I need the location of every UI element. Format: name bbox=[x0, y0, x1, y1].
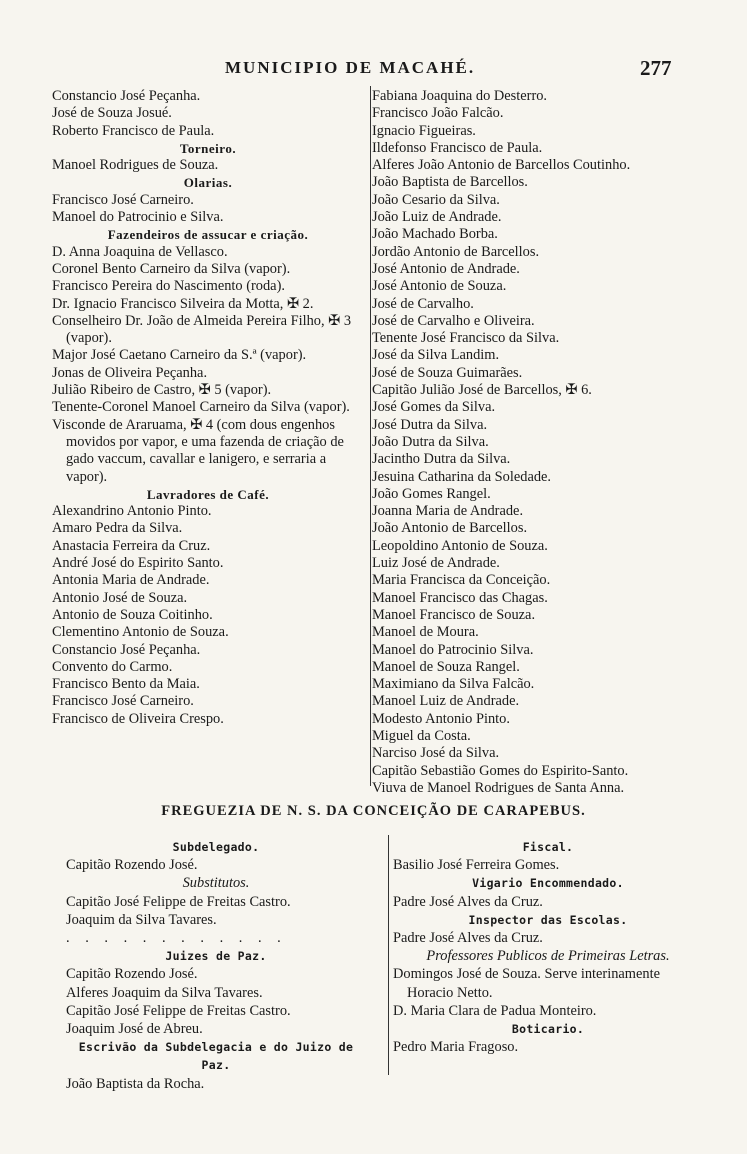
list-entry: D. Anna Joaquina de Vellasco. bbox=[52, 243, 228, 260]
list-entry: Manoel Francisco das Chagas. bbox=[372, 589, 548, 606]
list-entry: Manoel Francisco de Souza. bbox=[372, 606, 536, 623]
list-entry: José de Carvalho e Oliveira. bbox=[372, 312, 535, 329]
list-entry: Francisco José Carneiro. bbox=[52, 693, 194, 710]
list-entry: Miguel da Costa. bbox=[372, 727, 471, 744]
page-number: 277 bbox=[640, 56, 672, 80]
list-entry: José Antonio de Andrade. bbox=[372, 260, 520, 277]
list-entry: Maximiano da Silva Falcão. bbox=[372, 676, 535, 693]
list-entry: Francisco Bento da Maia. bbox=[52, 676, 200, 693]
list-entry: Manoel do Patrocinio Silva. bbox=[372, 641, 534, 658]
list-entry: João Baptista de Barcellos. bbox=[372, 174, 528, 191]
section-right-column bbox=[393, 838, 703, 1056]
list-entry: Domingos José de Souza. Serve interinamente Horacio Netto. bbox=[393, 966, 660, 1001]
list-entry: Manoel de Moura. bbox=[372, 624, 479, 641]
list-entry: Jesuina Catharina da Soledade. bbox=[372, 468, 552, 485]
list-entry: José de Souza Guimarães. bbox=[372, 364, 523, 381]
page-header bbox=[0, 56, 747, 82]
list-entry: José de Souza Josué. bbox=[52, 105, 172, 122]
list-entry: João Gomes Rangel. bbox=[372, 485, 491, 502]
list-entry: Maria Francisca da Conceição. bbox=[372, 572, 551, 589]
subsection-heading: Juizes de Paz. bbox=[165, 949, 267, 964]
list-entry: D. Maria Clara de Padua Monteiro. bbox=[393, 1002, 597, 1019]
list-entry: Tenente-Coronel Manoel Carneiro da Silva (vapor). bbox=[52, 399, 350, 416]
subsection-heading: Boticario. bbox=[511, 1022, 585, 1037]
list-entry: Capitão Sebastião Gomes do Espirito-Santo. bbox=[372, 762, 629, 779]
list-entry: Amaro Pedra da Silva. bbox=[52, 520, 183, 537]
subsection-heading: Escrivão da Subdelegacia e do Juizo de Paz. bbox=[78, 1040, 354, 1073]
list-entry: Ildefonso Francisco de Paula. bbox=[372, 139, 543, 156]
list-entry: Jacintho Dutra da Silva. bbox=[372, 451, 511, 468]
list-entry: Capitão Rozendo José. bbox=[66, 857, 198, 874]
list-entry: Joaquim José de Abreu. bbox=[66, 1021, 203, 1038]
list-entry: Jordão Antonio de Barcellos. bbox=[372, 243, 540, 260]
list-entry: João Cesario da Silva. bbox=[372, 191, 500, 208]
list-entry: Pedro Maria Fragoso. bbox=[393, 1039, 519, 1056]
subsection-heading: Professores Publicos de Primeiras Letras. bbox=[426, 948, 670, 965]
list-entry: Antonia Maria de Andrade. bbox=[52, 572, 210, 589]
list-entry: José de Carvalho. bbox=[372, 295, 474, 312]
list-entry: Antonio de Souza Coitinho. bbox=[52, 606, 213, 623]
list-entry: Clementino Antonio de Souza. bbox=[52, 624, 229, 641]
section-heading: Lavradores de Café. bbox=[146, 486, 270, 502]
list-entry: Fabiana Joaquina do Desterro. bbox=[372, 88, 548, 104]
list-entry: André José do Espirito Santo. bbox=[52, 555, 224, 572]
list-entry: Modesto Antonio Pinto. bbox=[372, 710, 510, 727]
list-entry: Dr. Ignacio Francisco Silveira da Motta, ✠ 2. bbox=[52, 295, 314, 312]
subsection-heading: Fiscal. bbox=[522, 840, 574, 854]
section-heading: Olarias. bbox=[183, 175, 233, 191]
left-column bbox=[52, 88, 364, 728]
list-entry: Viuva de Manoel Rodrigues de Santa Anna. bbox=[372, 779, 625, 796]
list-entry: Narciso José da Silva. bbox=[372, 745, 500, 762]
section-title: FREGUEZIA DE N. S. DA CONCEIÇÃO DE CARAPEBUS. bbox=[161, 803, 586, 819]
section-column-divider bbox=[388, 835, 389, 1075]
list-entry: Convento do Carmo. bbox=[52, 658, 173, 675]
list-entry: Alferes João Antonio de Barcellos Coutinho. bbox=[372, 157, 631, 174]
subsection-heading: Subdelegado. bbox=[172, 840, 260, 854]
list-entry: Joaquim da Silva Tavares. bbox=[66, 911, 217, 928]
list-entry: Basilio José Ferreira Gomes. bbox=[393, 857, 560, 874]
list-entry: Antonio José de Souza. bbox=[52, 589, 188, 606]
list-entry: Capitão Rozendo José. bbox=[66, 966, 198, 983]
list-entry: João Antonio de Barcellos. bbox=[372, 520, 528, 537]
list-entry: Francisco Pereira do Nascimento (roda). bbox=[52, 278, 285, 295]
list-entry: Francisco José Carneiro. bbox=[52, 191, 194, 208]
dotted-leader: . . . . . . . . . . . . bbox=[66, 930, 287, 947]
section-left-column bbox=[66, 838, 366, 1093]
list-entry: Capitão José Felippe de Freitas Castro. bbox=[66, 1002, 291, 1019]
subsection-heading: Substitutos. bbox=[182, 875, 250, 892]
column-divider bbox=[370, 86, 371, 786]
list-entry: Ignacio Figueiras. bbox=[372, 122, 476, 139]
list-entry: Francisco de Oliveira Crespo. bbox=[52, 710, 224, 727]
list-entry: Coronel Bento Carneiro da Silva (vapor). bbox=[52, 260, 291, 277]
list-entry: Alferes Joaquim da Silva Tavares. bbox=[66, 984, 263, 1001]
right-column bbox=[372, 88, 702, 797]
list-entry: Capitão José Felippe de Freitas Castro. bbox=[66, 893, 291, 910]
list-entry: Manoel do Patrocinio e Silva. bbox=[52, 209, 224, 226]
list-entry: José Antonio de Souza. bbox=[372, 278, 507, 295]
list-entry: Capitão Julião José de Barcellos, ✠ 6. bbox=[372, 382, 592, 399]
list-entry: Manoel de Souza Rangel. bbox=[372, 658, 520, 675]
list-entry: Padre José Alves da Cruz. bbox=[393, 930, 543, 947]
list-entry: Roberto Francisco de Paula. bbox=[52, 122, 215, 139]
list-entry: João Baptista da Rocha. bbox=[66, 1075, 205, 1092]
list-entry: Julião Ribeiro de Castro, ✠ 5 (vapor). bbox=[52, 382, 272, 399]
list-entry: Major José Caetano Carneiro da S.ª (vapor). bbox=[52, 347, 307, 364]
list-entry: José Gomes da Silva. bbox=[372, 399, 496, 416]
list-entry: Manoel Luiz de Andrade. bbox=[372, 693, 520, 710]
list-entry: Luiz José de Andrade. bbox=[372, 555, 500, 572]
list-entry: Joanna Maria de Andrade. bbox=[372, 503, 524, 520]
subsection-heading: Vigario Encommendado. bbox=[472, 876, 624, 891]
list-entry: José Dutra da Silva. bbox=[372, 416, 488, 433]
list-entry: Visconde de Araruama, ✠ 4 (com dous engenhos movidos por vapor, e uma fazenda de criação de gado vaccum, cavallar e lanigero, e serraria a vapor). bbox=[52, 416, 344, 485]
section-heading: Fazendeiros de assucar e criação. bbox=[107, 227, 309, 243]
list-entry: Jonas de Oliveira Peçanha. bbox=[52, 364, 208, 381]
list-entry: João Luiz de Andrade. bbox=[372, 209, 502, 226]
list-entry: Leopoldino Antonio de Souza. bbox=[372, 537, 548, 554]
list-entry: Conselheiro Dr. João de Almeida Pereira Filho, ✠ 3 (vapor). bbox=[52, 312, 352, 347]
section-heading: Torneiro. bbox=[179, 140, 237, 156]
list-entry: Francisco João Falcão. bbox=[372, 105, 504, 122]
list-entry: Padre José Alves da Cruz. bbox=[393, 893, 543, 910]
list-entry: Tenente José Francisco da Silva. bbox=[372, 330, 560, 347]
list-entry: Alexandrino Antonio Pinto. bbox=[52, 503, 212, 520]
list-entry: Manoel Rodrigues de Souza. bbox=[52, 157, 219, 174]
list-entry: João Dutra da Silva. bbox=[372, 433, 489, 450]
list-entry: Constancio José Peçanha. bbox=[52, 88, 201, 104]
list-entry: Constancio José Peçanha. bbox=[52, 641, 201, 658]
subsection-heading: Inspector das Escolas. bbox=[468, 912, 628, 927]
page-title: MUNICIPIO DE MACAHÉ. bbox=[225, 58, 476, 77]
list-entry: João Machado Borba. bbox=[372, 226, 498, 243]
list-entry: José da Silva Landim. bbox=[372, 347, 500, 364]
list-entry: Anastacia Ferreira da Cruz. bbox=[52, 537, 211, 554]
